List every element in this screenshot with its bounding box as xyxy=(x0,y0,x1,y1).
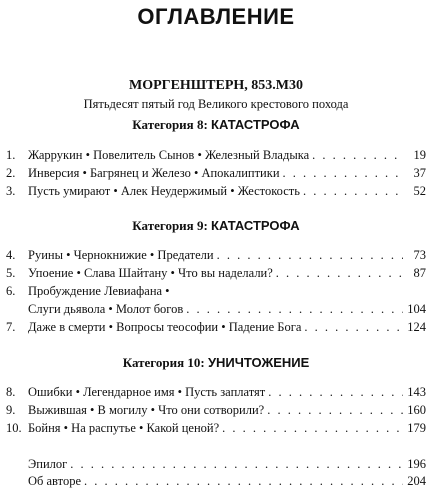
entry-title: Об авторе xyxy=(28,474,81,488)
entry-title: Эпилог xyxy=(28,457,68,471)
entry-number: 7. xyxy=(6,320,16,334)
toc-entry[interactable] xyxy=(6,402,426,419)
entry-title: Ошибки • Легендарное имя • Пусть заплатят xyxy=(28,385,266,399)
toc-entry[interactable] xyxy=(6,319,426,336)
entry-page: 87 xyxy=(413,266,426,280)
entry-page: 52 xyxy=(413,184,426,198)
entry-page: 204 xyxy=(407,474,426,488)
leader-dots xyxy=(304,319,403,336)
toc-entry[interactable] xyxy=(6,247,426,264)
category-kind: КАТАСТРОФА xyxy=(211,218,300,233)
leader-dots xyxy=(217,247,403,264)
entry-number: 1. xyxy=(6,148,16,162)
toc-entry[interactable] xyxy=(6,384,426,401)
category-label: Категория 10: xyxy=(122,355,205,370)
leader-dots xyxy=(70,456,403,473)
leader-dots xyxy=(84,473,403,490)
toc-entry[interactable] xyxy=(6,283,426,300)
leader-dots xyxy=(276,265,403,282)
entry-number: 8. xyxy=(6,385,16,399)
entry-page: 160 xyxy=(407,403,426,417)
entry-page: 37 xyxy=(413,166,426,180)
toc-entry-about-author[interactable] xyxy=(6,473,426,490)
entry-number: 3. xyxy=(6,184,16,198)
part-title: МОРГЕНШТЕРН, 853.M30 xyxy=(129,78,303,93)
category-10-heading xyxy=(0,355,432,371)
entry-page: 104 xyxy=(407,302,426,316)
entry-number: 6. xyxy=(6,284,16,298)
entry-page: 73 xyxy=(413,248,426,262)
entry-page: 143 xyxy=(407,385,426,399)
entry-title: Жаррукин • Повелитель Сынов • Железный Владыка xyxy=(28,148,310,162)
entry-number: 9. xyxy=(6,403,16,417)
part-subtitle: Пятьдесят пятый год Великого крестового похода xyxy=(83,97,349,111)
entry-title: Слуги дьявола • Молот богов xyxy=(28,302,184,316)
category-label: Категория 9: xyxy=(132,218,208,233)
toc-entry[interactable] xyxy=(6,265,426,282)
entry-number: 5. xyxy=(6,266,16,280)
entry-page: 19 xyxy=(413,148,426,162)
entry-title: Выжившая • В могилу • Что они сотворили? xyxy=(28,403,265,417)
entry-number: 10. xyxy=(6,421,22,435)
toc-entry[interactable] xyxy=(6,420,426,437)
entry-page: 179 xyxy=(407,421,426,435)
toc-entry[interactable] xyxy=(6,147,426,164)
entry-number: 4. xyxy=(6,248,16,262)
page-title: ОГЛАВЛЕНИЕ xyxy=(137,4,295,29)
category-8-heading xyxy=(0,117,432,133)
toc-entry-continued[interactable] xyxy=(6,301,426,318)
entry-title: Пробуждение Левиафана • xyxy=(28,284,170,298)
leader-dots xyxy=(268,384,403,401)
entry-title: Пусть умирают • Алек Неудержимый • Жестокость xyxy=(28,184,300,198)
category-9-heading xyxy=(0,218,432,234)
entry-page: 124 xyxy=(407,320,426,334)
category-label: Категория 8: xyxy=(132,117,208,132)
entry-title: Бойня • На распутье • Какой ценой? xyxy=(28,421,220,435)
toc-entry[interactable] xyxy=(6,165,426,182)
leader-dots xyxy=(186,301,403,318)
leader-dots xyxy=(283,165,403,182)
leader-dots xyxy=(267,402,403,419)
category-kind: КАТАСТРОФА xyxy=(211,117,300,132)
category-kind: УНИЧТОЖЕНИЕ xyxy=(207,355,310,370)
entry-page: 196 xyxy=(407,457,426,471)
entry-title: Даже в смерти • Вопросы теософии • Падение Бога xyxy=(28,320,302,334)
leader-dots xyxy=(303,183,403,200)
entry-title: Инверсия • Багрянец и Железо • Апокалиптики xyxy=(28,166,280,180)
leader-dots xyxy=(222,420,403,437)
toc-entry[interactable] xyxy=(6,183,426,200)
entry-title: Упоение • Слава Шайтану • Что вы наделали? xyxy=(28,266,273,280)
leader-dots xyxy=(312,147,403,164)
entry-title: Руины • Чернокнижие • Предатели xyxy=(28,248,214,262)
toc-entry-epilogue[interactable] xyxy=(6,456,426,473)
entry-number: 2. xyxy=(6,166,16,180)
